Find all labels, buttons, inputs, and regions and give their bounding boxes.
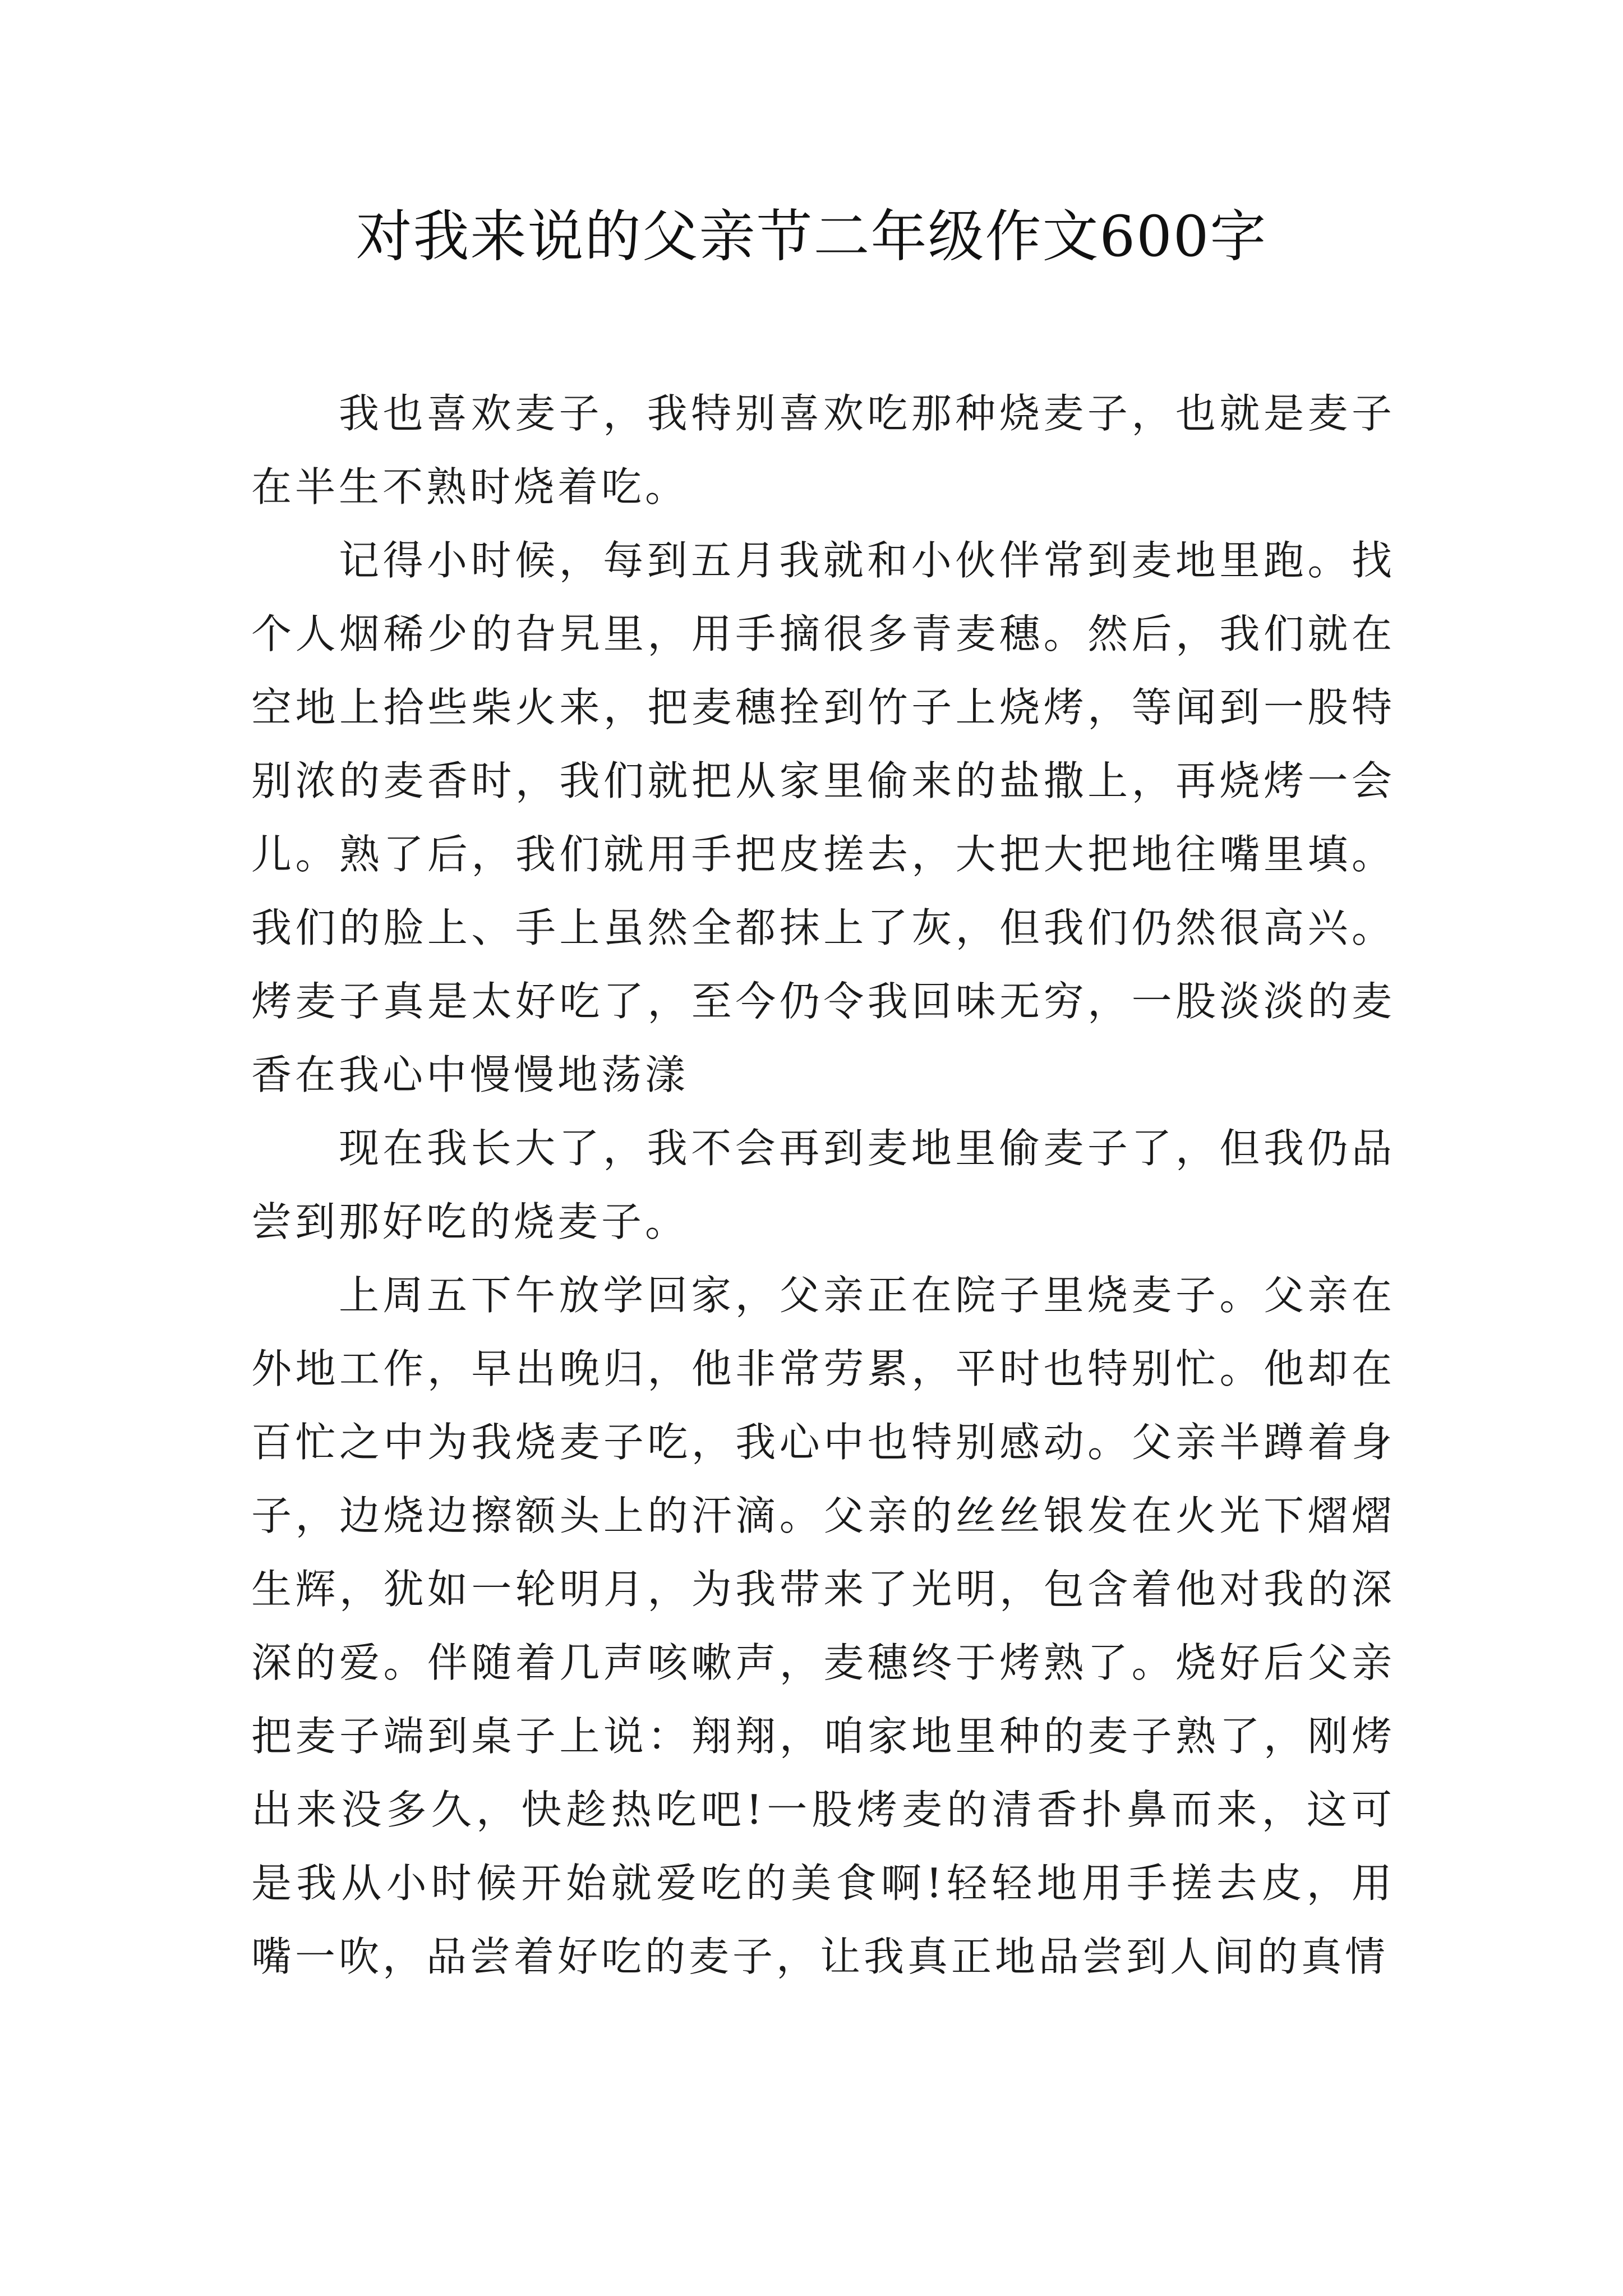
document-title: 对我来说的父亲节二年级作文600字 — [356, 204, 1267, 269]
paragraph-1: 我也喜欢麦子，我特别喜欢吃那种烧麦子，也就是麦子在半生不熟时烧着吃。 — [251, 390, 1395, 510]
document-body — [251, 377, 1395, 1994]
paragraph-4: 上周五下午放学回家，父亲正在院子里烧麦子。父亲在外地工作，早出晚归，他非常劳累，平时也特别忙。他却在百忙之中为我烧麦子吃，我心中也特别感动。父亲半蹲着身子，边烧边擦额头上的汗滴。父亲的丝丝银发在火光下熠熠生辉，犹如一轮明月，为我带来了光明，包含着他对我的深深的爱。伴随着几声咳嗽声，麦穗终于烤熟了。烧好后父亲把麦子端到桌子上说：翔翔，咱家地里种的麦子熟了，刚烤出来没多久，快趁热吃吧!一股烤麦的清香扑鼻而来，这可是我从小时候开始就爱吃的美食啊!轻轻地用手搓去皮，用嘴一吹，品尝着好吃的麦子，让我真正地品尝到人间的真情 — [251, 1272, 1395, 1980]
paragraph-3: 现在我长大了，我不会再到麦地里偷麦子了，但我仍品尝到那好吃的烧麦子。 — [251, 1125, 1395, 1245]
paragraph-2: 记得小时候，每到五月我就和小伙伴常到麦地里跑。找个人烟稀少的旮旯里，用手摘很多青麦穗。然后，我们就在空地上拾些柴火来，把麦穗拴到竹子上烧烤，等闻到一股特别浓的麦香时，我们就把从家里偷来的盐撒上，再烧烤一会儿。熟了后，我们就用手把皮搓去，大把大把地往嘴里填。我们的脸上、手上虽然全都抹上了灰，但我们仍然很高兴。烤麦子真是太好吃了，至今仍令我回味无穷，一股淡淡的麦香在我心中慢慢地荡漾 — [251, 537, 1395, 1098]
